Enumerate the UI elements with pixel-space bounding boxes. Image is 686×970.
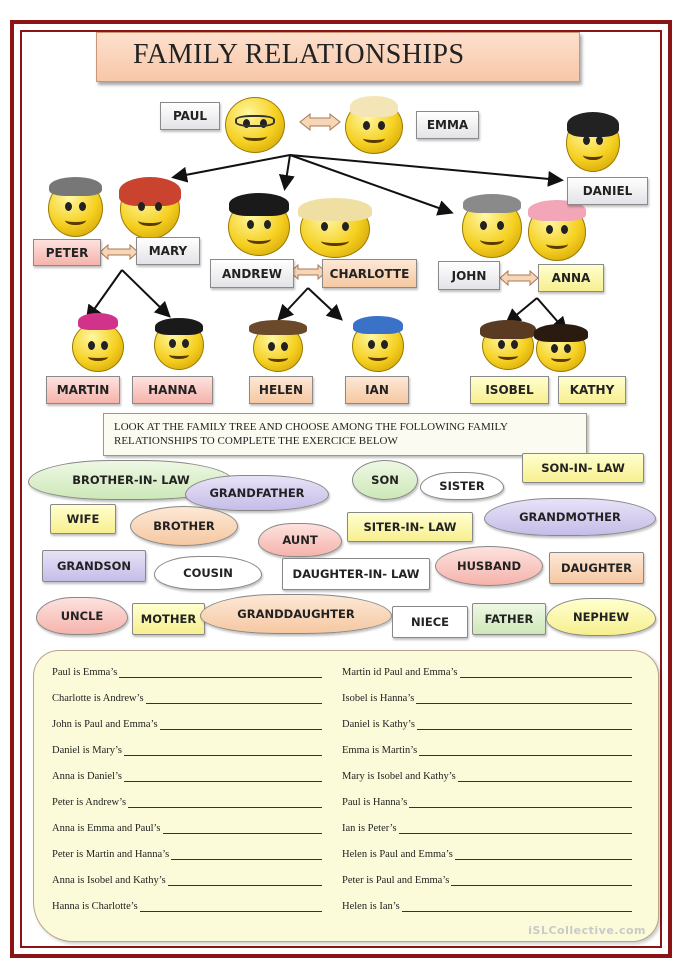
question-right-4: Emma is Martin’s: [342, 745, 632, 756]
name-tag-isobel: ISOBEL: [470, 376, 549, 404]
answer-line[interactable]: [160, 720, 322, 730]
word-son-in-law: SON-IN- LAW: [522, 453, 644, 483]
instructions-box: LOOK AT THE FAMILY TREE AND CHOOSE AMONG THE FOLLOWING FAMILY RELATIONSHIPS TO COMPLETE THE EXERCICE BELOW: [103, 413, 587, 456]
answer-line[interactable]: [409, 798, 632, 808]
page-title: FAMILY RELATIONSHIPS: [96, 32, 580, 82]
answer-line[interactable]: [419, 746, 632, 756]
answer-line[interactable]: [402, 902, 632, 912]
word-brother-in-law: BROTHER-IN- LAW: [28, 460, 234, 500]
question-right-1: Martin id Paul and Emma’s: [342, 667, 632, 678]
answer-line[interactable]: [163, 824, 323, 834]
kathy-face-icon: [536, 326, 586, 372]
word-son: SON: [352, 460, 418, 500]
name-tag-emma: EMMA: [416, 111, 479, 139]
answer-line[interactable]: [458, 772, 632, 782]
word-brother: BROTHER: [130, 506, 238, 546]
question-right-7: Ian is Peter’s: [342, 823, 632, 834]
word-uncle: UNCLE: [36, 597, 128, 635]
word-husband: HUSBAND: [435, 546, 543, 586]
word-grandson: GRANDSON: [42, 550, 146, 582]
answer-line[interactable]: [416, 694, 632, 704]
word-wife: WIFE: [50, 504, 116, 534]
question-right-2: Isobel is Hanna’s: [342, 693, 632, 704]
answer-line[interactable]: [119, 668, 322, 678]
word-niece: NIECE: [392, 606, 468, 638]
question-left-6: Peter is Andrew’s: [52, 797, 322, 808]
name-tag-anna: ANNA: [538, 264, 604, 292]
name-tag-kathy: KATHY: [558, 376, 626, 404]
mary-face-icon: [120, 179, 180, 239]
john-face-icon: [462, 198, 522, 258]
charlotte-face-icon: [300, 200, 370, 258]
word-nephew: NEPHEW: [546, 598, 656, 636]
answer-line[interactable]: [124, 746, 322, 756]
word-daughter: DAUGHTER: [549, 552, 644, 584]
word-mother: MOTHER: [132, 603, 205, 635]
answer-line[interactable]: [171, 850, 322, 860]
word-daughter-in-law: DAUGHTER-IN- LAW: [282, 558, 430, 590]
word-grandmother: GRANDMOTHER: [484, 498, 656, 536]
answer-line[interactable]: [128, 798, 322, 808]
name-tag-helen: HELEN: [249, 376, 313, 404]
ian-face-icon: [352, 320, 404, 372]
martin-face-icon: [72, 322, 124, 372]
question-left-8: Peter is Martin and Hanna’s: [52, 849, 322, 860]
answer-line[interactable]: [455, 850, 632, 860]
name-tag-charlotte: CHARLOTTE: [322, 259, 417, 288]
question-left-9: Anna is Isobel and Kathy’s: [52, 875, 322, 886]
name-tag-daniel: DANIEL: [567, 177, 648, 205]
answer-line[interactable]: [417, 720, 632, 730]
question-right-6: Paul is Hanna’s: [342, 797, 632, 808]
name-tag-ian: IAN: [345, 376, 409, 404]
question-right-8: Helen is Paul and Emma’s: [342, 849, 632, 860]
name-tag-martin: MARTIN: [46, 376, 120, 404]
andrew-face-icon: [228, 198, 290, 256]
answer-line[interactable]: [451, 876, 632, 886]
paul-face-icon: [225, 97, 285, 153]
name-tag-paul: PAUL: [160, 102, 220, 130]
emma-face-icon: [345, 100, 403, 154]
question-left-1: Paul is Emma’s: [52, 667, 322, 678]
question-right-10: Helen is Ian’s: [342, 901, 632, 912]
question-left-3: John is Paul and Emma’s: [52, 719, 322, 730]
word-siter-in-law: SITER-IN- LAW: [347, 512, 473, 542]
word-granddaughter: GRANDDAUGHTER: [200, 594, 392, 634]
question-left-2: Charlotte is Andrew’s: [52, 693, 322, 704]
word-father: FATHER: [472, 603, 546, 635]
word-cousin: COUSIN: [154, 556, 262, 590]
answer-line[interactable]: [399, 824, 632, 834]
word-aunt: AUNT: [258, 523, 342, 557]
name-tag-hanna: HANNA: [132, 376, 213, 404]
question-left-7: Anna is Emma and Paul’s: [52, 823, 322, 834]
answer-line[interactable]: [168, 876, 322, 886]
watermark: iSLCollective.com: [528, 924, 646, 937]
question-right-3: Daniel is Kathy’s: [342, 719, 632, 730]
helen-face-icon: [253, 324, 303, 372]
anna-face-icon: [528, 203, 586, 261]
isobel-face-icon: [482, 322, 534, 370]
name-tag-mary: MARY: [136, 237, 200, 265]
answer-line[interactable]: [146, 694, 322, 704]
name-tag-john: JOHN: [438, 261, 500, 290]
name-tag-andrew: ANDREW: [210, 259, 294, 288]
question-left-5: Anna is Daniel’s: [52, 771, 322, 782]
daniel-face-icon: [566, 114, 620, 172]
question-right-9: Peter is Paul and Emma’s: [342, 875, 632, 886]
answer-line[interactable]: [124, 772, 322, 782]
word-grandfather: GRANDFATHER: [185, 475, 329, 511]
hanna-face-icon: [154, 320, 204, 370]
question-left-10: Hanna is Charlotte’s: [52, 901, 322, 912]
answer-line[interactable]: [140, 902, 322, 912]
question-right-5: Mary is Isobel and Kathy’s: [342, 771, 632, 782]
question-left-4: Daniel is Mary’s: [52, 745, 322, 756]
word-sister: SISTER: [420, 472, 504, 500]
answer-line[interactable]: [460, 668, 633, 678]
name-tag-peter: PETER: [33, 239, 101, 266]
peter-face-icon: [48, 180, 103, 237]
